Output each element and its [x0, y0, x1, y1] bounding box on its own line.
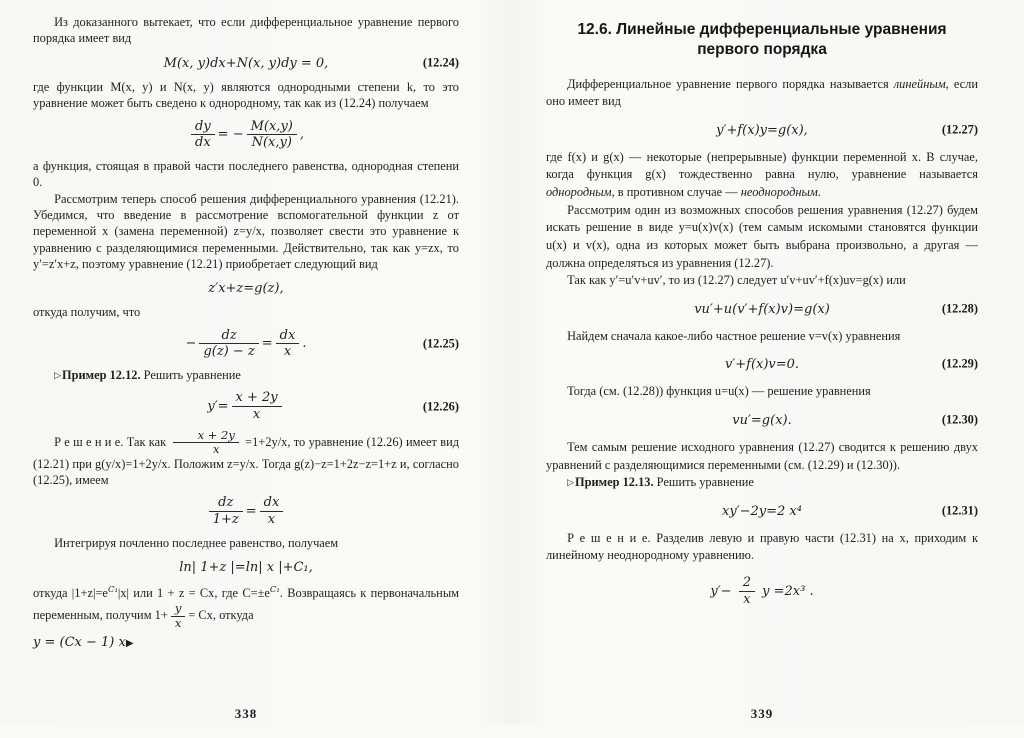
fraction-numerator: x + 2y	[232, 391, 282, 407]
equation-zx	[33, 280, 459, 296]
paragraph: Рассмотрим один из возможных способов решения уравнения (12.27) будем искать решение в виде y=u(x)v(x) (тем самым искомыми становятся функции u(x) и v(x), одна из которых может быть выбрана произвольно, а другая — должна определяться из уравнения (12.27).	[546, 202, 978, 270]
equation-body: z′x+z=g(z),	[208, 281, 284, 297]
fraction	[232, 391, 282, 421]
example-triangle-icon: ▷	[567, 477, 574, 488]
text-run: |x| или 1 + z = Cx, где C=±e	[117, 586, 270, 601]
equation-lead: y′−	[710, 583, 736, 599]
equation-body	[206, 495, 287, 528]
equation-number: (12.25)	[422, 336, 459, 351]
paragraph	[546, 149, 978, 202]
fraction	[247, 120, 297, 150]
example-end-triangle-icon: ▶	[125, 638, 134, 650]
paragraph: где функции M(x, y) и N(x, y) являются однородными степени k, то это уравнение может быть сведено к однородному, так как из (12.24) получаем	[33, 79, 459, 111]
paragraph: Так как y′=u′v+uv′, то из (12.27) следует u′v+uv′+f(x)uv=g(x) или	[567, 273, 906, 288]
fraction-denominator: 1+z	[212, 512, 239, 528]
paragraph: Тем самым решение исходного уравнения (12.27) сводится к решению двух уравнений с разделяющимися переменными (см. (12.29) и (12.30)).	[546, 439, 978, 472]
text-run: , в противном случае —	[611, 185, 741, 200]
equation-number: (12.24)	[422, 55, 459, 70]
fraction	[260, 496, 284, 526]
fraction	[276, 329, 300, 359]
paragraph	[546, 76, 978, 111]
paragraph: Рассмотрим теперь способ решения дифференциального уравнения (12.21). Убедимся, что введение в рассмотрение вспомогательной функции z от переменной x (замена переменной) z=y/x, позволяет свести это уравнение к уравнению с разделяющимися переменными. Действительно, так как y=zx, то y′=z′x+z, поэтому уравнение (12.21) приобретает следующий вид	[33, 191, 459, 272]
fraction	[191, 120, 215, 150]
equation-12-26	[33, 391, 459, 421]
text-run: , если оно имеет вид	[546, 76, 978, 109]
text-run: . Возвращаясь к первоначальным переменным, получим 1+	[33, 586, 459, 623]
fraction-numerator: y	[171, 603, 186, 617]
fraction-denominator: x	[174, 615, 182, 630]
paragraph: а функция, стоящая в правой части последнего равенства, однородная степени 0.	[33, 158, 459, 190]
equation-number: (12.28)	[941, 301, 978, 316]
equation-dy-dx	[33, 120, 459, 150]
inline-fraction	[173, 427, 239, 457]
text-run: где f(x) и g(x) — некоторые (непрерывные) функции переменной x. В случае, когда функция g(x) тождественно равна нулю, уравнение называется	[546, 149, 978, 182]
equation-body	[188, 118, 304, 151]
paragraph: Из доказанного вытекает, что если дифференциальное уравнение первого порядка имеет вид	[33, 15, 459, 46]
equation-operator: =	[245, 504, 257, 520]
fraction	[209, 496, 243, 526]
term-italic: неоднородным	[740, 185, 818, 200]
equation-body	[710, 575, 814, 607]
section-heading: 12.6. Линейные дифференциальные уравнения первого порядка	[577, 21, 947, 58]
superscript-c1: C₁	[269, 585, 280, 595]
page-number: 339	[750, 706, 774, 721]
equation-tail: ,	[299, 127, 304, 143]
example-text: Решить уравнение	[653, 475, 754, 490]
equation-tail: .	[302, 336, 307, 352]
equation-operator: = −	[217, 127, 244, 143]
equation-body	[185, 327, 307, 360]
term-italic: линейным	[893, 76, 946, 91]
equation-body: M(x, y)dx+N(x, y)dy = 0,	[163, 55, 329, 71]
equation-ln	[33, 559, 459, 575]
fraction-denominator: dx	[195, 135, 211, 151]
final-result-line	[33, 635, 459, 650]
example-title: Пример 12.13.	[575, 475, 654, 490]
equation-12-27	[546, 122, 978, 138]
paragraph: Найдем сначала какое-либо частное решение v=v(x) уравнения	[567, 328, 901, 343]
equation-operator: =	[261, 336, 273, 352]
equation-12-28	[546, 301, 978, 317]
example-heading	[546, 474, 978, 492]
text-run: Дифференциальное уравнение первого порядка называется	[567, 76, 894, 91]
fraction-numerator: M(x,y)	[247, 120, 297, 136]
result-expression: y = (Cx − 1) x	[33, 635, 126, 651]
example-heading	[33, 367, 459, 383]
fraction-denominator: x	[283, 344, 292, 360]
page-right	[546, 0, 978, 738]
fraction-numerator: dx	[260, 496, 284, 512]
solution-text: =1+2y/x, то уравнение (12.26) имеет вид (12.21) при g(y/x)=1+2y/x. Положим z=y/x. Тогда g(z)−z=1+2z−z=1+z и, согласно (12.25), имеем	[33, 434, 459, 488]
fraction	[199, 329, 258, 359]
equation-body: xy′−2y=2 x⁴	[722, 503, 802, 519]
fraction-denominator: x	[212, 442, 220, 457]
paragraph: откуда получим, что	[33, 305, 141, 320]
equation-final	[546, 576, 978, 606]
page-number: 338	[234, 706, 258, 721]
equation-12-31	[546, 503, 978, 519]
fraction-numerator: x + 2y	[173, 430, 239, 444]
equation-12-29	[546, 356, 978, 372]
equation-prefix: −	[185, 336, 197, 352]
equation-body: vu′=g(x).	[732, 412, 792, 428]
fraction-denominator: g(z) − z	[203, 344, 255, 360]
paragraph: Интегрируя почленно последнее равенство, получаем	[54, 535, 339, 550]
solution-paragraph	[33, 427, 459, 489]
paragraph: Тогда (см. (12.28)) функция u=u(x) — решение уравнения	[567, 384, 871, 399]
fraction-numerator: dz	[209, 496, 243, 512]
equation-12-25	[33, 329, 459, 359]
solution-paragraph: Р е ш е н и е. Разделив левую и правую части (12.31) на x, приходим к линейному неоднородному уравнению.	[546, 530, 978, 563]
example-text: Решить уравнение	[140, 368, 241, 383]
equation-12-30	[546, 412, 978, 428]
equation-tail: y =2x³ .	[758, 583, 814, 599]
equation-number: (12.26)	[422, 399, 459, 414]
fraction-denominator: x	[743, 591, 751, 607]
fraction-denominator: x	[252, 407, 261, 423]
term-italic: однородным	[546, 185, 612, 200]
equation-dz	[33, 496, 459, 526]
fraction-denominator: N(x,y)	[251, 135, 292, 151]
example-triangle-icon: ▷	[54, 370, 61, 381]
superscript-c1: C₁	[107, 585, 118, 595]
inline-fraction	[171, 603, 186, 629]
text-run: = Cx, откуда	[188, 608, 254, 623]
equation-number: (12.27)	[941, 122, 978, 137]
text-run: откуда |1+z|=e	[33, 586, 108, 601]
equation-body	[207, 390, 284, 423]
example-title: Пример 12.12.	[62, 368, 141, 383]
equation-lead: y′=	[207, 399, 229, 415]
fraction-numerator: 2	[739, 576, 755, 592]
solution-text: Р е ш е н и е. Так как	[54, 434, 170, 449]
equation-number: (12.31)	[941, 503, 978, 518]
fraction-denominator: x	[267, 512, 276, 528]
equation-body: ln| 1+z |=ln| x |+C₁,	[179, 560, 313, 576]
page-left	[33, 0, 459, 738]
text-run: .	[817, 185, 821, 200]
equation-body: y′+f(x)y=g(x),	[716, 122, 808, 138]
fraction-numerator: dz	[199, 329, 258, 345]
equation-number: (12.29)	[941, 356, 978, 371]
paragraph	[33, 583, 459, 629]
fraction-numerator: dx	[276, 329, 300, 345]
fraction	[739, 576, 755, 606]
equation-12-24	[33, 55, 459, 71]
equation-number: (12.30)	[941, 412, 978, 427]
equation-body: vu′+u(v′+f(x)v)=g(x)	[694, 301, 830, 317]
equation-body: v′+f(x)v=0.	[724, 357, 800, 373]
fraction-numerator: dy	[191, 120, 215, 136]
